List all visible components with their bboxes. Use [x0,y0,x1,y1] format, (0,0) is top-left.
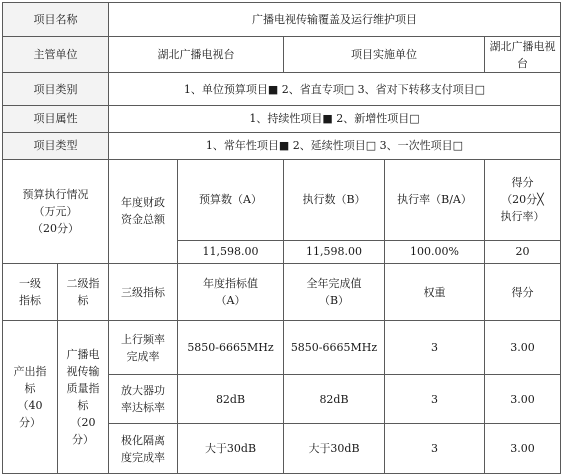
type-value: 1、常年性项目■ 2、延续性项目□ 3、一次性项目□ [109,132,561,159]
level1-indicator [3,321,58,474]
budget-label-line: 预算执行情况 [22,187,89,201]
indicator-name-line: 放大器功 [121,384,165,398]
level3-header: 三级指标 [109,263,178,321]
category-value: 1、单位预算项目■ 2、省直专项□ 3、省对下转移支付项目□ [109,73,561,106]
department-value: 湖北广播电视台 [109,37,284,73]
level1-header [3,263,58,321]
target-header-line: （A） [215,294,246,308]
type-label: 项目类型 [3,132,109,159]
indicator-name [109,375,178,424]
fund-label-line: 年度财政 [121,196,165,210]
level2-header-line: 标 [77,294,89,308]
indicator-actual: 大于30dB [284,424,385,474]
row-type [3,132,561,159]
target-header-line: 年度指标值 [203,277,258,291]
indicator-name-line: 率达标率 [121,401,165,415]
category-label: 项目类别 [3,73,109,106]
level1-line: 标 [24,382,36,396]
execution-rate-value: 100.00% [385,241,485,264]
indicator-weight: 3 [385,424,485,474]
execution-header: 执行数（B） [284,159,385,240]
indicator-name-line: 上行频率 [121,332,165,346]
indicator-target: 大于30dB [178,424,284,474]
level2-line: 广播电 [66,348,100,362]
budget-header: 预算数（A） [178,159,284,240]
indicator-name-line: 极化隔离 [121,433,165,447]
level2-header [58,263,109,321]
execution-rate-header: 执行率（B/A） [385,159,485,240]
execution-value: 11,598.00 [284,241,385,264]
level2-line: 质量指 [66,382,100,396]
score-header-line: （20分╳ [501,193,544,207]
fund-label-line: 资金总额 [121,213,165,227]
budget-label-line: （万元） [33,204,78,218]
implementing-unit-value: 湖北广播电视台 [485,37,561,73]
level2-line: （20 [70,416,96,430]
project-name-label: 项目名称 [3,3,109,37]
actual-header [284,263,385,321]
budget-score-value: 20 [485,241,561,264]
score-header-line: 得分 [511,176,534,190]
level2-line: 分） [72,433,94,447]
indicator-row [3,321,561,375]
indicator-score: 3.00 [485,321,561,375]
level1-line: 分） [19,416,41,430]
level1-header-line: 一级 [19,277,41,291]
weight-header: 权重 [385,263,485,321]
indicator-weight: 3 [385,375,485,424]
budget-value: 11,598.00 [178,241,284,264]
indicator-actual: 5850-6665MHz [284,321,385,375]
level1-header-line: 指标 [19,294,41,308]
row-attribute [3,106,561,133]
indicator-target: 5850-6665MHz [178,321,284,375]
annual-fund-label [109,159,178,263]
project-name-value: 广播电视传输覆盖及运行维护项目 [109,3,561,37]
indicator-weight: 3 [385,321,485,375]
level1-line: （40 [17,399,43,413]
level2-line: 视传输 [66,365,100,379]
target-header [178,263,284,321]
actual-header-line: 全年完成值 [306,277,362,291]
level1-line: 产出指 [13,365,47,379]
level2-header-line: 二级指 [66,277,100,291]
row-project-name [3,3,561,37]
implementing-unit-label: 项目实施单位 [284,37,485,73]
budget-score-header [485,159,561,240]
attribute-value: 1、持续性项目■ 2、新增性项目□ [109,106,561,133]
row-category [3,73,561,106]
level2-indicator [58,321,109,474]
indicator-name-line: 完成率 [126,349,160,363]
score-header: 得分 [485,263,561,321]
score-header-line: 执行率） [500,210,545,224]
indicator-name [109,321,178,375]
indicator-actual: 82dB [284,375,385,424]
actual-header-line: （B） [318,294,350,308]
row-department [3,37,561,73]
level2-line: 标 [77,399,89,413]
row-budget-header [3,159,561,240]
budget-execution-label [3,159,109,263]
budget-label-line: （20分） [32,221,79,235]
attribute-label: 项目属性 [3,106,109,133]
indicator-target: 82dB [178,375,284,424]
row-indicator-header [3,263,561,321]
indicator-name-line: 度完成率 [121,450,165,464]
indicator-name [109,424,178,474]
indicator-score: 3.00 [485,424,561,474]
department-label: 主管单位 [3,37,109,73]
performance-table [2,2,561,474]
indicator-score: 3.00 [485,375,561,424]
